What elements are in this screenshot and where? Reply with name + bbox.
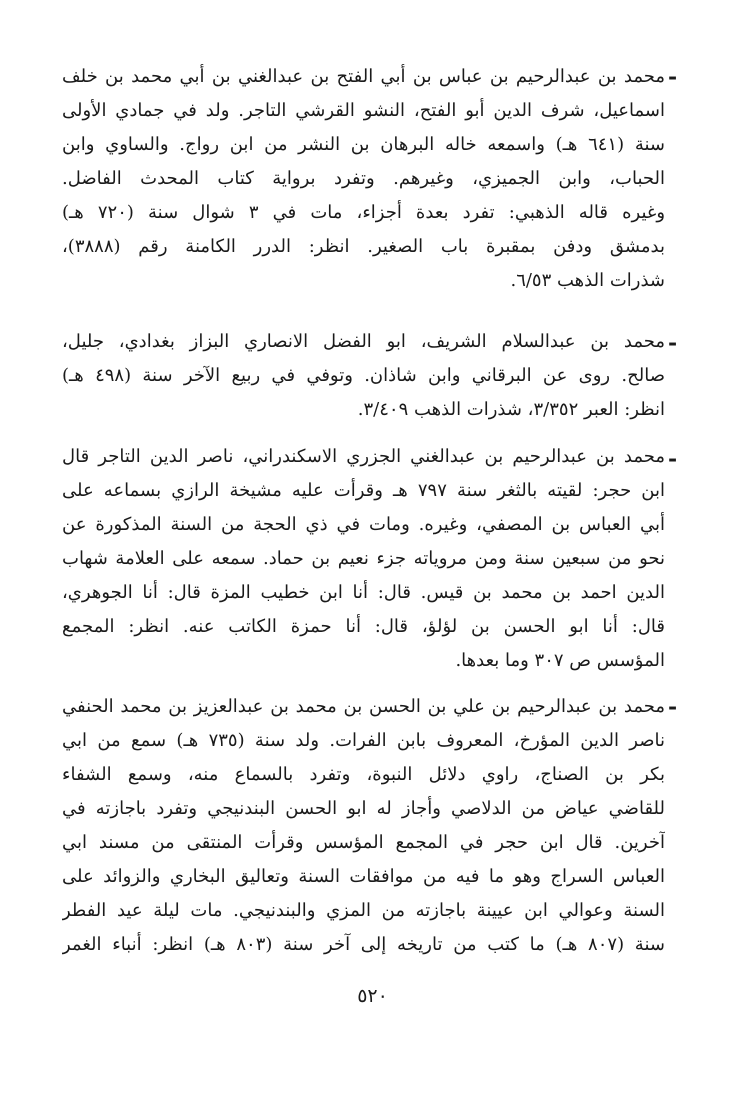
text-line: انظر: العبر ٣/٣٥٢، شذرات الذهب ٣/٤٠٩. [357,399,665,420]
text-line: اسماعيل، شرف الدين أبو الفتح، النشو القرشي التاجر. ولد في جمادي الأولى [62,100,665,121]
biography-entry [62,440,665,678]
text-line: محمد بن عبدالرحيم بن عباس بن أبي الفتح بن عبدالغني بن أبي محمد بن خلف [62,66,665,87]
text-line: بكر بن الصناج، راوي دلائل النبوة، وتفرد بالسماع منه، وسمع الشفاء [62,764,665,785]
text-line: محمد بن عبدالرحيم بن علي بن الحسن بن محمد بن عبدالعزيز بن محمد الحنفي [62,696,665,717]
text-line: المؤسس ص ٣٠٧ وما بعدها. [455,650,665,671]
biography-entry [62,690,665,962]
text-line: نحو من سبعين سنة ومن مروياته جزء نعيم بن حماد. سمعه على العلامة شهاب [62,548,665,569]
biography-entry [62,325,665,427]
entry-bullet: - [668,446,678,472]
text-line: ابن حجر: لقيته بالثغر سنة ٧٩٧ هـ وقرأت عليه مشيخة الرازي بسماعه على [62,480,665,501]
text-line: سنة (٨٠٧ هـ) ما كتب من تاريخه إلى آخر سنة (٨٠٣ هـ) انظر: أنباء الغمر [62,934,665,955]
text-line: قال: أنا ابو الحسن بن لؤلؤ، قال: أنا حمزة الكاتب عنه. انظر: المجمع [62,616,665,637]
text-line: آخرين. قال ابن حجر في المجمع المؤسس وقرأت المنتقى من مسند ابي [62,832,665,853]
text-line: للقاضي عياض من الدلاصي وأجاز له ابو الحسن البندنيجي وتفرد باجازته في [62,798,665,819]
text-line: وغيره قاله الذهبي: تفرد بعدة أجزاء، مات في ٣ شوال سنة (٧٢٠ هـ) [62,202,665,223]
text-line: صالح. روى عن البرقاني وابن شاذان. وتوفي في ربيع الآخر سنة (٤٩٨ هـ) [62,365,665,386]
text-line: الحباب، وابن الجميزي، وغيرهم. وتفرد برواية كتاب المحدث الفاضل. [62,168,665,189]
text-line: أبي العباس بن المصفي، وغيره. ومات في ذي الحجة من السنة المذكورة عن [62,514,665,535]
text-line: ناصر الدين المؤرخ، المعروف بابن الفرات. ولد سنة (٧٣٥ هـ) سمع من ابي [62,730,665,751]
text-line: سنة (٦٤١ هـ) واسمعه خاله البرهان بن النشر من ابن رواج. والساوي وابن [62,134,665,155]
biography-entry [62,60,665,298]
entry-bullet: - [668,64,678,90]
text-line: بدمشق ودفن بمقبرة باب الصغير. انظر: الدرر الكامنة رقم (٣٨٨٨)، [62,236,665,257]
text-line: الدين احمد بن محمد بن قيس. قال: أنا ابن خطيب المزة قال: أنا الجوهري، [62,582,665,603]
text-line: شذرات الذهب ٦/٥٣. [510,270,665,291]
page-number: ٥٢٠ [357,985,388,1007]
text-line: السنة وعوالي ابن عيينة باجازته من المزي والبندنيجي. مات ليلة عيد الفطر [62,900,665,921]
text-line: محمد بن عبدالسلام الشريف، ابو الفضل الانصاري البزاز بغدادي، جليل، [62,331,665,352]
entry-bullet: - [668,330,678,356]
text-line: العباس السراج وهو ما فيه من موافقات السنة وتعاليق البخاري والزوائد على [62,866,665,887]
entry-bullet: - [668,694,678,720]
text-line: محمد بن عبدالرحيم بن عبدالغني الجزري الاسكندراني، ناصر الدين التاجر قال [62,446,665,467]
